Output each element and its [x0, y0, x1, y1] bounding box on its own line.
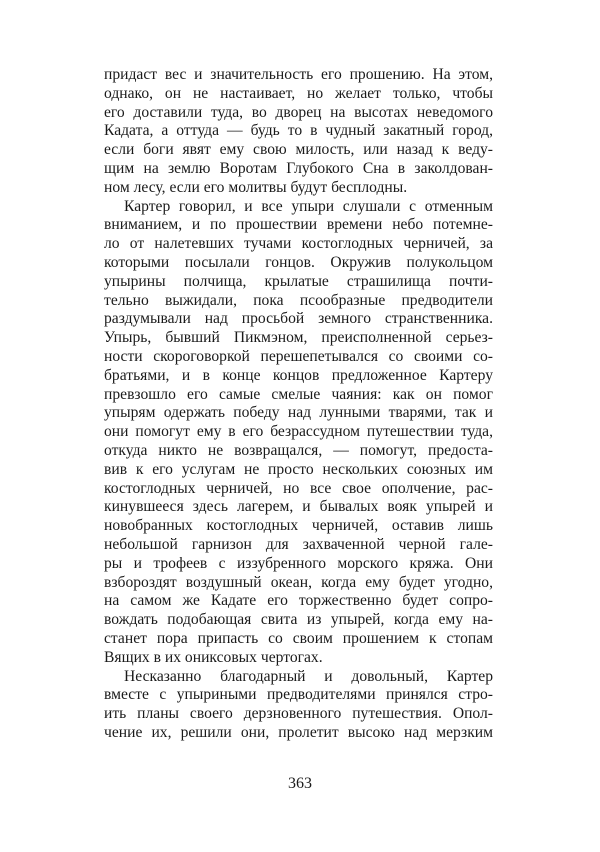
- text-line: его доставили туда, во дворец на высотах неведомого: [104, 103, 493, 121]
- text-line: вив к его услугам не просто нескольких союзных им: [104, 460, 493, 478]
- text-line: костоглодных черничей, но все свое ополчение, рас-: [104, 479, 493, 497]
- text-line: ном лесу, если его молитвы будут бесплодны.: [104, 178, 408, 196]
- paragraph: [104, 66, 493, 198]
- text-line: придаст вес и значительность его прошению. На этом,: [104, 66, 493, 83]
- text-line: упырям одержать победу над лунными тварями, так и: [104, 404, 493, 422]
- text-line: раздумывали над просьбой земного странственника.: [104, 310, 493, 328]
- text-line: Упырь, бывший Пикмэном, преисполненной серьез-: [104, 329, 493, 347]
- text-line: ности скороговоркой перешепетывался со своими со-: [104, 347, 493, 365]
- text-line: новобранных костоглодных черничей, оставив лишь: [104, 517, 493, 535]
- text-line: упырины полчища, крылатые страшилища почти-: [104, 272, 493, 290]
- text-line: щим на землю Воротам Глубокого Сна в заколдован-: [104, 159, 493, 177]
- text-line: небольшой гарнизон для захваченной черной гале-: [104, 535, 493, 553]
- text-line: откуда никто не возвращался, — помогут, предоста-: [104, 441, 493, 459]
- text-line: братьями, и в конце концов предложенное Картеру: [104, 366, 493, 384]
- body-text: [104, 66, 493, 743]
- text-line: взбороздят воздушный океан, когда ему будет угодно,: [104, 573, 493, 591]
- text-line: ры и трофеев с иззубренного морского кряжа. Они: [104, 554, 493, 572]
- text-line: чение их, решили они, пролетит высоко над мерзким: [104, 723, 493, 741]
- text-line: Несказанно благодарный и довольный, Картер: [124, 667, 493, 685]
- text-line: Картер говорил, и все упыри слушали с отменным: [124, 197, 493, 215]
- text-line: тельно выжидали, пока псообразные предводители: [104, 291, 493, 309]
- text-line: вождать подобающая свита из упырей, когда ему на-: [104, 611, 493, 629]
- text-line: ло от налетевших тучами костоглодных черничей, за: [104, 235, 493, 253]
- text-line: на самом же Кадате его торжественно будет сопро-: [104, 592, 493, 610]
- page-number: 363: [288, 775, 312, 792]
- text-line: вместе с упыриными предводителями принялся стро-: [104, 686, 493, 704]
- paragraph: [104, 198, 493, 668]
- text-line: однако, он не настаивает, но желает только, чтобы: [104, 84, 493, 102]
- text-line: ить планы своего дерзновенного путешествия. Опол-: [104, 705, 493, 723]
- text-line: кинувшееся здесь лагерем, и бывалых вояк упырей и: [104, 498, 493, 516]
- text-line: они помогут ему в его безрассудном путешествии туда,: [104, 423, 493, 441]
- paragraph: [104, 668, 493, 743]
- text-line: если боги явят ему свою милость, или назад к веду-: [104, 141, 493, 159]
- text-line: вниманием, и по прошествии времени небо потемне-: [104, 216, 493, 234]
- text-line: Вящих в их ониксовых чертогах.: [104, 648, 323, 666]
- text-line: Кадата, а оттуда — будь то в чудный закатный город,: [104, 122, 493, 140]
- text-line: которыми посылали гонцов. Окружив полукольцом: [104, 253, 493, 271]
- text-line: станет пора припасть со своим прошением к стопам: [104, 629, 493, 647]
- text-line: превзошло его самые смелые чаяния: как он помог: [104, 385, 493, 403]
